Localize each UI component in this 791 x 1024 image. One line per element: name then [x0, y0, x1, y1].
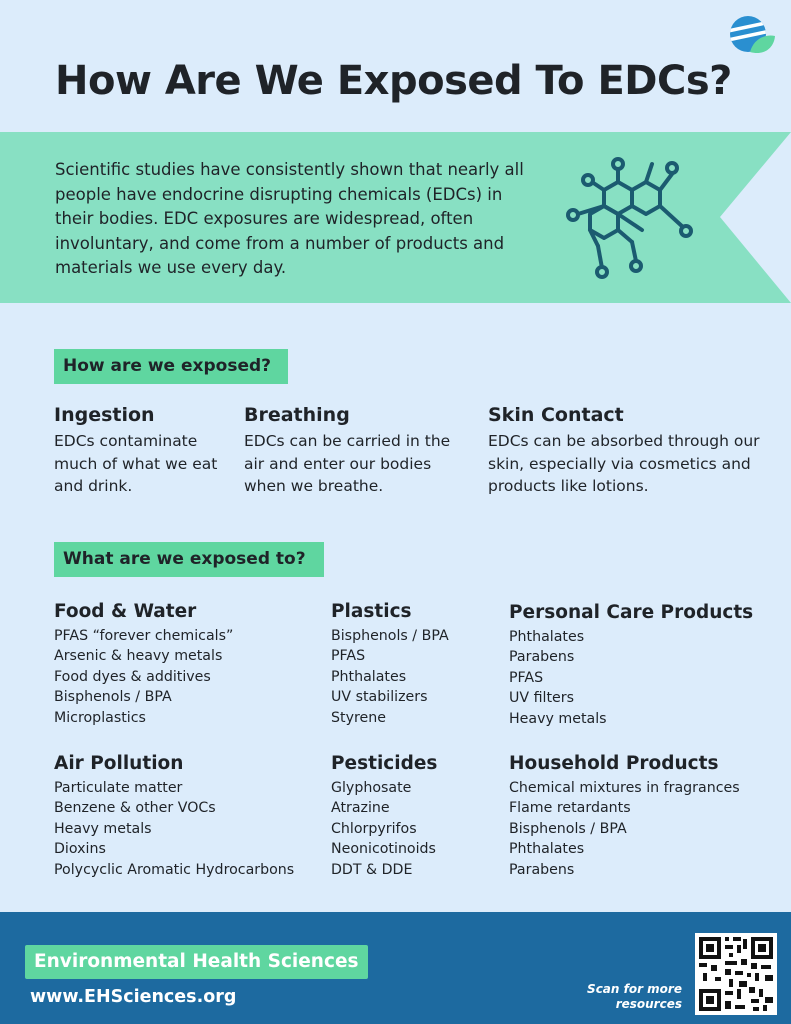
list-item: Chlorpyrifos: [331, 820, 417, 837]
org-name-badge: Environmental Health Sciences: [25, 945, 368, 979]
list-item: Chemical mixtures in fragrances: [509, 780, 740, 796]
group-title: Food & Water: [54, 601, 197, 622]
list-item: Bisphenols / BPA: [509, 820, 627, 837]
list-item: UV stabilizers: [331, 689, 428, 706]
group-air-pollution: [54, 753, 294, 880]
route-title: Breathing: [244, 404, 350, 426]
list-item: Heavy metals: [509, 710, 607, 727]
globe-leaf-logo-icon: [728, 12, 776, 58]
list-item: Bisphenols / BPA: [331, 628, 449, 644]
group-title: Household Products: [509, 753, 719, 774]
scan-line: Scan for more: [587, 982, 682, 996]
route-skin-contact: [488, 404, 763, 498]
list-item: PFAS: [509, 669, 544, 686]
route-breathing: [244, 404, 464, 498]
list-item: Phthalates: [509, 841, 585, 858]
what-exposed-heading: What are we exposed to?: [54, 542, 324, 577]
qr-code-icon[interactable]: [695, 933, 777, 1015]
scan-caption: [560, 982, 682, 1012]
list-item: Microplastics: [54, 709, 146, 726]
list-item: Dioxins: [54, 841, 106, 858]
group-title: Plastics: [331, 601, 412, 622]
list-item: Parabens: [509, 861, 575, 878]
list-item: Phthalates: [331, 668, 407, 685]
route-text: EDCs contaminate much of what we eat and drink.: [54, 432, 218, 495]
list-item: Neonicotinoids: [331, 841, 436, 858]
list-item: Bisphenols / BPA: [54, 689, 172, 706]
route-title: Skin Contact: [488, 404, 624, 426]
list-item: Styrene: [331, 709, 386, 726]
list-item: Polycyclic Aromatic Hydrocarbons: [54, 861, 295, 878]
list-item: Heavy metals: [54, 820, 152, 837]
list-item: PFAS “forever chemicals”: [54, 628, 234, 644]
route-text: EDCs can be absorbed through our skin, especially via cosmetics and products like lotions.: [488, 432, 760, 495]
group-title: Pesticides: [331, 753, 438, 774]
group-personal-care: [509, 602, 753, 729]
route-title: Ingestion: [54, 404, 155, 426]
page-title: How Are We Exposed To EDCs?: [55, 58, 732, 104]
website-link[interactable]: www.EHSciences.org: [30, 987, 237, 1007]
list-item: Benzene & other VOCs: [54, 800, 216, 817]
list-item: DDT & DDE: [331, 861, 413, 878]
list-item: Parabens: [509, 649, 575, 666]
list-item: Arsenic & heavy metals: [54, 648, 223, 665]
molecule-icon: [560, 150, 700, 280]
group-title: Personal Care Products: [509, 602, 754, 623]
group-pesticides: [331, 753, 437, 880]
how-exposed-heading: How are we exposed?: [54, 349, 288, 384]
intro-text: Scientific studies have consistently shown that nearly all people have endocrine disrupting chemicals (EDCs) in their bodies. EDC exposures are widespread, often involuntary, and come from a number of products and materials we use every day.: [55, 160, 524, 277]
list-item: Phthalates: [509, 629, 585, 645]
scan-line: resources: [615, 997, 682, 1011]
group-plastics: [331, 601, 449, 728]
list-item: Food dyes & additives: [54, 668, 211, 685]
group-household: [509, 753, 740, 880]
list-item: UV filters: [509, 690, 574, 707]
route-ingestion: [54, 404, 229, 498]
group-title: Air Pollution: [54, 753, 184, 774]
group-food-water: [54, 601, 233, 728]
route-text: EDCs can be carried in the air and enter our bodies when we breathe.: [244, 432, 451, 495]
list-item: Glyphosate: [331, 780, 412, 796]
list-item: Flame retardants: [509, 800, 631, 817]
list-item: PFAS: [331, 648, 366, 665]
list-item: Particulate matter: [54, 780, 183, 796]
list-item: Atrazine: [331, 800, 390, 817]
